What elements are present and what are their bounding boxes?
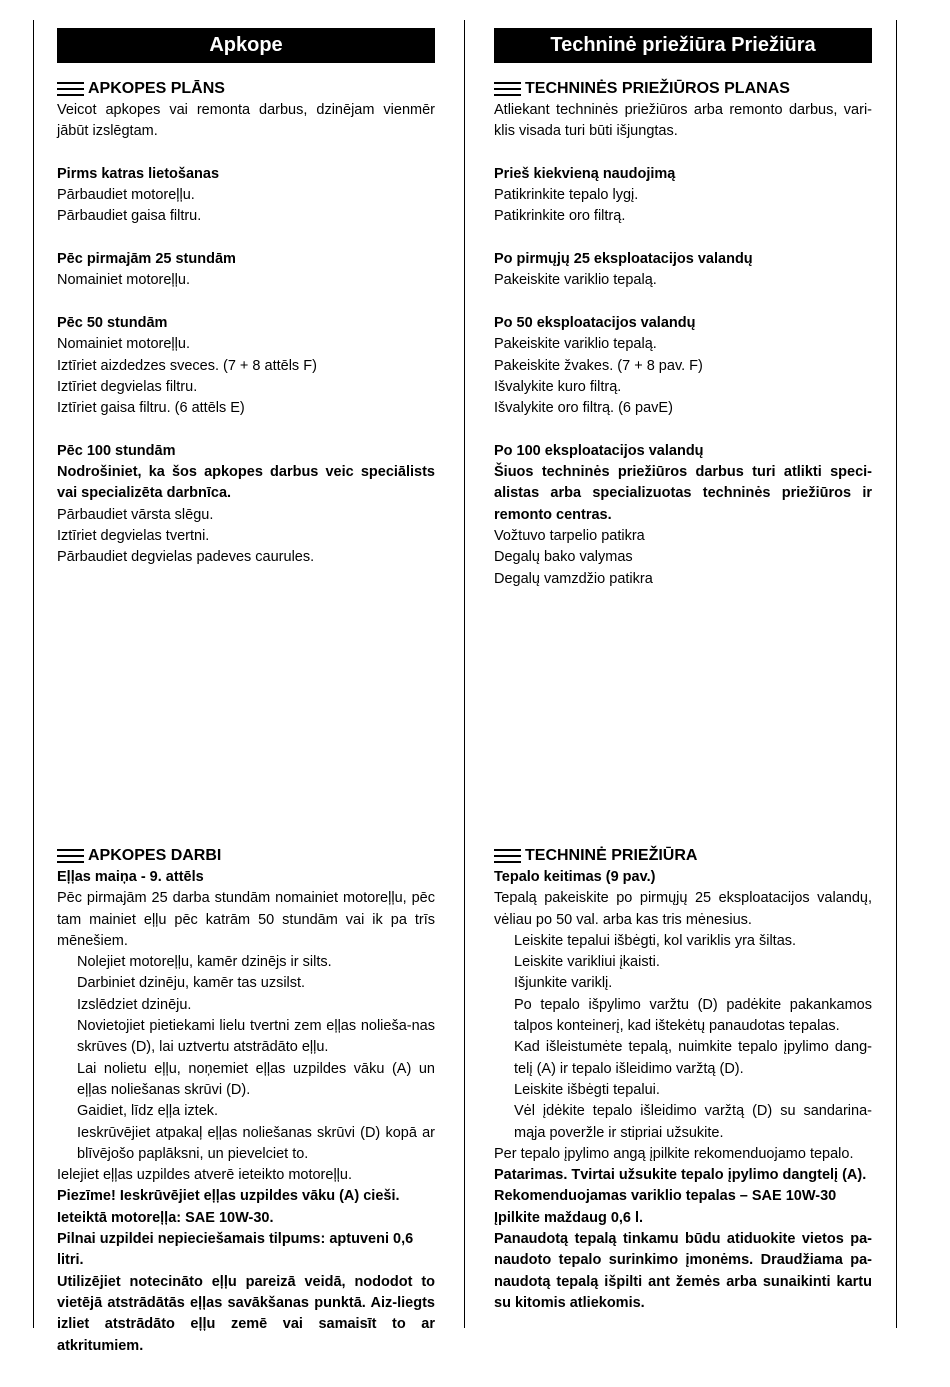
bold-note: Panaudotą tepalą tinkamu būdu atiduokite vietos pa-naudoto tepalo surinkimo įmonėms. Draudžiama pa-naudotą tepalą išpilti ant žemės arba sunaikinti kartu su kitomis atliekomis. xyxy=(494,1231,872,1311)
group-heading: Po 100 eksploatacijos valandų xyxy=(494,442,704,459)
right-border-line xyxy=(896,20,897,1328)
list-item: Pārbaudiet degvielas padeves caurules. xyxy=(57,549,315,566)
list-item: Iztīriet aizdedzes sveces. (7 + 8 attēls F) xyxy=(57,357,317,374)
bold-note: Šiuos techninės priežiūros darbus turi atlikti speci-alistas arba specializuotas techninės priežiūros ir remonto centras. xyxy=(494,464,872,523)
step: Izslēdziet dzinēju. xyxy=(77,996,192,1013)
work-subheading: Tepalo keitimas (9 pav.) xyxy=(494,869,656,885)
step: Vėl įdėkite tepalo išleidimo varžtą (D) su sandarina-mąja poveržle ir stipriai užsukite. xyxy=(514,1103,872,1141)
list-item: Pakeiskite variklio tepalą. xyxy=(494,336,657,353)
list-item: Pakeiskite žvakes. (7 + 8 pav. F) xyxy=(494,357,703,374)
step: Gaidiet, līdz eļļa iztek. xyxy=(77,1103,219,1120)
bold-note: Pilnai uzpildei nepieciešamais tilpums: aptuveni 0,6 litri. xyxy=(57,1231,414,1269)
right-work-section xyxy=(494,845,872,1314)
left-plan-section xyxy=(57,78,435,569)
group-heading: Po pirmųjų 25 eksploatacijos valandų xyxy=(494,251,753,268)
group-heading: Pēc 100 stundām xyxy=(57,442,176,459)
step: Leiskite tepalui išbėgti, kol variklis yra šiltas. xyxy=(514,932,797,949)
bold-note: Įpilkite maždaug 0,6 l. xyxy=(494,1209,644,1226)
group-heading: Pēc pirmajām 25 stundām xyxy=(57,251,236,268)
step: Nolejiet motoreļļu, kamēr dzinējs ir silts. xyxy=(77,954,332,971)
left-plan-intro: Veicot apkopes vai remonta darbus, dzinējam vienmēr jābūt izslēgtam. xyxy=(57,102,435,140)
work-intro: Pēc pirmajām 25 darba stundām nomainiet motoreļļu, pēc tam mainiet eļļu pēc katrām 50 stundām vai ik pa trīs mēnešiem. xyxy=(57,890,435,949)
list-item: Pakeiskite variklio tepalą. xyxy=(494,272,657,289)
left-plan-title: APKOPES PLĀNS xyxy=(57,78,435,100)
bold-note: Ieteiktā motoreļļa: SAE 10W-30. xyxy=(57,1209,274,1226)
step: Išjunkite variklį. xyxy=(514,975,613,992)
list-item: Vožtuvo tarpelio patikra xyxy=(494,527,645,544)
step: Lai nolietu eļļu, noņemiet eļļas uzpildes vāku (A) un eļļas noliešanas skrūvi (D). xyxy=(77,1060,435,1098)
work-intro: Tepalą pakeiskite po pirmųjų 25 eksploatacijos valandų, vėliau po 50 val. arba kas tris mėnesius. xyxy=(494,890,872,928)
work-subheading: Eļļas maiņa - 9. attēls xyxy=(57,869,204,885)
list-item: Išvalykite oro filtrą. (6 pavE) xyxy=(494,400,673,417)
group-heading: Po 50 eksploatacijos valandų xyxy=(494,314,696,331)
bold-note: Patarimas. Tvirtai užsukite tepalo įpylimo dangtelį (A). xyxy=(494,1167,867,1184)
list-item: Nomainiet motoreļļu. xyxy=(57,272,190,289)
list-item: Iztīriet degvielas filtru. xyxy=(57,378,198,395)
left-border-line xyxy=(33,20,34,1328)
right-work-title: TECHNINĖ PRIEŽIŪRA xyxy=(494,845,872,867)
right-column xyxy=(494,28,872,1311)
right-plan-title: TECHNINĖS PRIEŽIŪROS PLANAS xyxy=(494,78,872,100)
after-text: Per tepalo įpylimo angą įpilkite rekomenduojamo tepalo. xyxy=(494,1145,854,1162)
step: Kad išleistumėte tepalą, nuimkite tepalo įpylimo dang-telį (A) ir tepalo išleidimo varžtą (D). xyxy=(514,1039,872,1077)
list-item: Patikrinkite oro filtrą. xyxy=(494,208,626,225)
list-item: Degalų vamzdžio patikra xyxy=(494,570,653,587)
bold-note: Utilizējiet notecināto eļļu pareizā veidā, nododot to vietējā atstrādātās eļļas savākšanas punktā. Aiz-liegts izliet atstrādāto eļļu zemē vai samaisīt to ar atkritumiem. xyxy=(57,1273,435,1354)
group-heading: Prieš kiekvieną naudojimą xyxy=(494,165,676,182)
group-heading: Pirms katras lietošanas xyxy=(57,165,220,182)
step: Leiskite išbėgti tepalui. xyxy=(514,1081,660,1098)
list-item: Pārbaudiet motoreļļu. xyxy=(57,187,195,204)
bold-note: Rekomenduojamas variklio tepalas – SAE 10W-30 xyxy=(494,1188,837,1205)
right-plan-section xyxy=(494,78,872,590)
after-text: Ielejiet eļļas uzpildes atverē ieteikto motoreļļu. xyxy=(57,1167,352,1184)
bold-note: Piezīme! Ieskrūvējiet eļļas uzpildes vāku (A) cieši. xyxy=(57,1188,400,1205)
center-divider-line xyxy=(464,20,465,1328)
group-heading: Pēc 50 stundām xyxy=(57,314,168,331)
left-header: Apkope xyxy=(57,28,435,63)
right-header: Techninė priežiūra Priežiūra xyxy=(494,28,872,63)
left-work-title: APKOPES DARBI xyxy=(57,845,435,867)
list-item: Patikrinkite tepalo lygį. xyxy=(494,187,639,204)
menu-lines-icon xyxy=(57,849,84,863)
left-column xyxy=(57,28,435,1354)
list-item: Degalų bako valymas xyxy=(494,549,633,566)
menu-lines-icon xyxy=(494,849,521,863)
list-item: Iztīriet gaisa filtru. (6 attēls E) xyxy=(57,400,245,417)
step: Leiskite varikliui įkaisti. xyxy=(514,954,660,971)
bold-note: Nodrošiniet, ka šos apkopes darbus veic speciālists vai specializēta darbnīca. xyxy=(57,464,435,502)
menu-lines-icon xyxy=(57,82,84,96)
list-item: Pārbaudiet vārsta slēgu. xyxy=(57,506,214,523)
list-item: Pārbaudiet gaisa filtru. xyxy=(57,208,202,225)
list-item: Išvalykite kuro filtrą. xyxy=(494,378,622,395)
menu-lines-icon xyxy=(494,82,521,96)
list-item: Iztīriet degvielas tvertni. xyxy=(57,527,210,544)
step: Darbiniet dzinēju, kamēr tas uzsilst. xyxy=(77,975,306,992)
right-plan-intro: Atliekant techninės priežiūros arba remonto darbus, vari-klis visada turi būti išjungtas. xyxy=(494,102,872,140)
left-work-section xyxy=(57,845,435,1357)
step: Ieskrūvējiet atpakaļ eļļas noliešanas skrūvi (D) kopā ar blīvējošo paplāksni, un pievelciet to. xyxy=(77,1124,435,1162)
step: Novietojiet pietiekami lielu tvertni zem eļļas nolieša-nas skrūves (D), lai uztvertu atstrādāto eļļu. xyxy=(77,1018,435,1056)
step: Po tepalo išpylimo varžtu (D) padėkite pakankamos talpos konteinerį, kad ištekėtų panaudotas tepalas. xyxy=(514,996,872,1035)
list-item: Nomainiet motoreļļu. xyxy=(57,336,190,353)
